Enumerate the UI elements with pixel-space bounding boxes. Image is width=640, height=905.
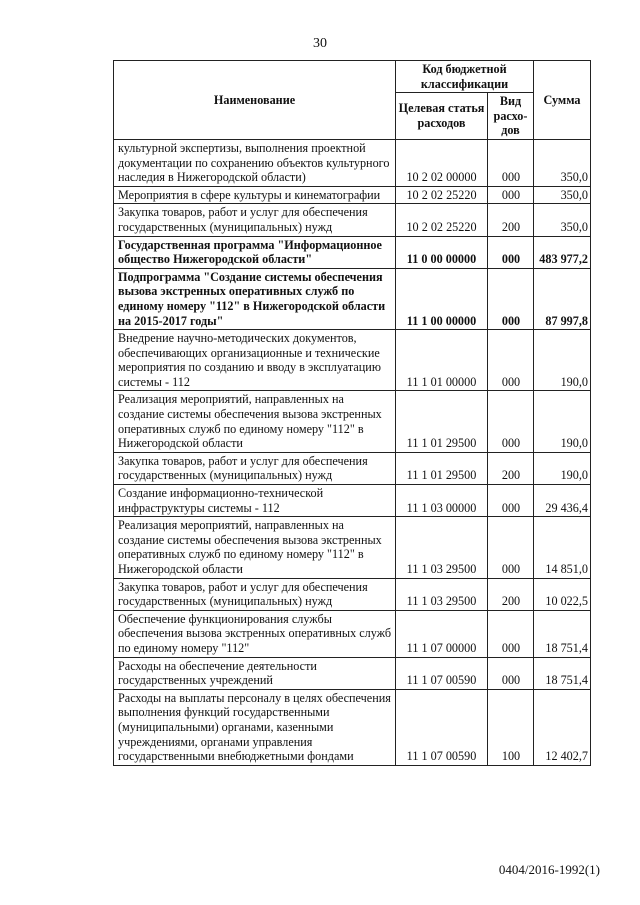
row-amount: 190,0	[534, 452, 591, 484]
table-row	[114, 485, 591, 517]
row-amount: 18 751,4	[534, 657, 591, 689]
row-name: Государственная программа "Информационное общество Нижегородской области"	[114, 236, 396, 268]
row-name: Создание информационно-технической инфраструктуры системы - 112	[114, 485, 396, 517]
row-name: культурной экспертизы, выполнения проектной документации по сохранению объектов культурного наследия в Нижегородской области)	[114, 139, 396, 186]
row-amount: 350,0	[534, 139, 591, 186]
table-row	[114, 391, 591, 452]
header-name: Наименование	[114, 61, 396, 140]
row-target-article: 11 0 00 00000	[396, 236, 488, 268]
table-row	[114, 330, 591, 391]
row-name: Закупка товаров, работ и услуг для обеспечения государственных (муниципальных) нужд	[114, 452, 396, 484]
row-amount: 14 851,0	[534, 517, 591, 578]
header-amount: Сумма	[534, 61, 591, 140]
row-expense-type: 000	[488, 268, 534, 329]
row-target-article: 10 2 02 25220	[396, 186, 488, 204]
table-row	[114, 610, 591, 657]
table-body	[114, 139, 591, 765]
row-amount: 350,0	[534, 204, 591, 236]
row-amount: 483 977,2	[534, 236, 591, 268]
row-expense-type: 000	[488, 186, 534, 204]
row-name: Закупка товаров, работ и услуг для обеспечения государственных (муниципальных) нужд	[114, 578, 396, 610]
row-target-article: 11 1 01 29500	[396, 391, 488, 452]
row-target-article: 11 1 03 29500	[396, 578, 488, 610]
row-amount: 350,0	[534, 186, 591, 204]
budget-table	[113, 60, 591, 766]
table-row	[114, 452, 591, 484]
header-code-group: Код бюджетной классификации	[396, 61, 534, 93]
row-amount: 10 022,5	[534, 578, 591, 610]
document-code: 0404/2016-1992(1)	[498, 862, 600, 877]
row-amount: 190,0	[534, 330, 591, 391]
row-target-article: 11 1 01 29500	[396, 452, 488, 484]
row-target-article: 11 1 07 00590	[396, 657, 488, 689]
row-name: Подпрограмма "Создание системы обеспечения вызова экстренных оперативных служб по единому номеру "112" в Нижегородской области на 2015-2017 годы"	[114, 268, 396, 329]
row-expense-type: 000	[488, 391, 534, 452]
row-expense-type: 200	[488, 204, 534, 236]
row-expense-type: 000	[488, 517, 534, 578]
row-name: Обеспечение функционирования службы обеспечения вызова экстренных оперативных служб по единому номеру "112"	[114, 610, 396, 657]
row-name: Мероприятия в сфере культуры и кинематографии	[114, 186, 396, 204]
row-target-article: 11 1 01 00000	[396, 330, 488, 391]
row-amount: 12 402,7	[534, 689, 591, 765]
row-target-article: 10 2 02 25220	[396, 204, 488, 236]
row-name: Реализация мероприятий, направленных на создание системы обеспечения вызова экстренных оперативных служб по единому номеру "112" в Нижегородской области	[114, 391, 396, 452]
row-amount: 190,0	[534, 391, 591, 452]
table-row	[114, 578, 591, 610]
header-target-article: Целевая статья расходов	[396, 93, 488, 140]
row-target-article: 10 2 02 00000	[396, 139, 488, 186]
table-row	[114, 517, 591, 578]
row-name: Расходы на обеспечение деятельности государственных учреждений	[114, 657, 396, 689]
row-target-article: 11 1 03 00000	[396, 485, 488, 517]
table-row	[114, 689, 591, 765]
table-row	[114, 268, 591, 329]
row-expense-type: 000	[488, 139, 534, 186]
table-row	[114, 204, 591, 236]
row-amount: 18 751,4	[534, 610, 591, 657]
row-expense-type: 200	[488, 452, 534, 484]
row-amount: 87 997,8	[534, 268, 591, 329]
row-target-article: 11 1 00 00000	[396, 268, 488, 329]
row-target-article: 11 1 07 00000	[396, 610, 488, 657]
row-name: Расходы на выплаты персоналу в целях обеспечения выполнения функций государственными (муниципальными) органами, казенными учреждениями, органами управления государственными внебюджетными фондами	[114, 689, 396, 765]
row-expense-type: 000	[488, 610, 534, 657]
table-row	[114, 186, 591, 204]
row-name: Внедрение научно-методических документов, обеспечивающих организационные и технические мероприятия по созданию и вводу в эксплуатацию системы - 112	[114, 330, 396, 391]
page-number: 30	[313, 36, 327, 51]
row-target-article: 11 1 03 29500	[396, 517, 488, 578]
row-expense-type: 000	[488, 657, 534, 689]
table-row	[114, 236, 591, 268]
row-expense-type: 000	[488, 485, 534, 517]
row-expense-type: 200	[488, 578, 534, 610]
header-expense-type: Вид расхо-дов	[488, 93, 534, 140]
row-amount: 29 436,4	[534, 485, 591, 517]
row-expense-type: 100	[488, 689, 534, 765]
row-name: Закупка товаров, работ и услуг для обеспечения государственных (муниципальных) нужд	[114, 204, 396, 236]
row-expense-type: 000	[488, 236, 534, 268]
row-name: Реализация мероприятий, направленных на создание системы обеспечения вызова экстренных оперативных служб по единому номеру "112" в Нижегородской области	[114, 517, 396, 578]
table-row	[114, 657, 591, 689]
table-row	[114, 139, 591, 186]
row-expense-type: 000	[488, 330, 534, 391]
row-target-article: 11 1 07 00590	[396, 689, 488, 765]
